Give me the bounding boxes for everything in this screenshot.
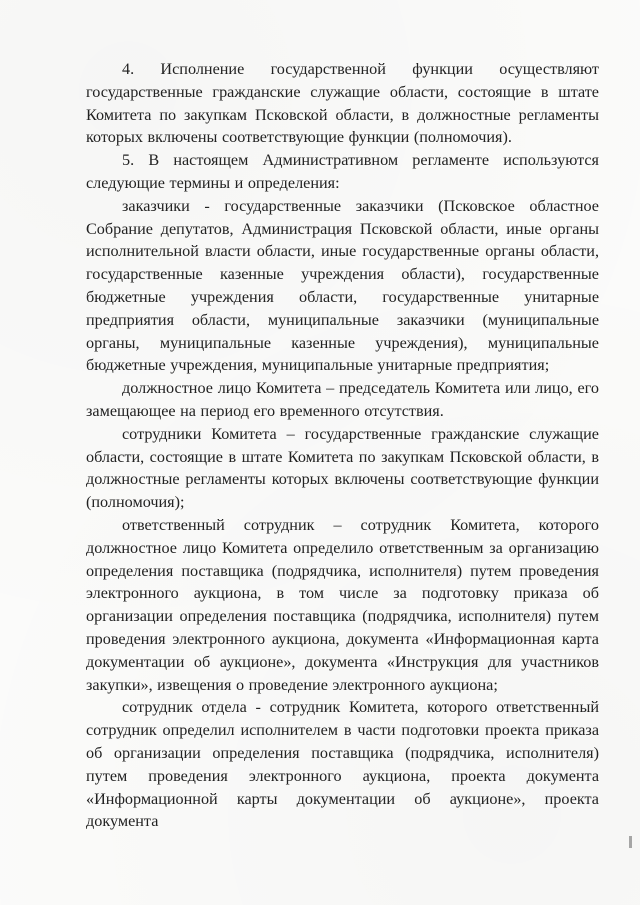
definition-customers: заказчики - государственные заказчики (Псковское областное Собрание депутатов, Администрация Псковской области, иные органы исполнительной власти области, иные государственные органы области, государственные казенные учреждения области), государственные бюджетные учреждения области, государственные унитарные предприятия области, муниципальные заказчики (муниципальные органы, муниципальные казенные учреждения), муниципальные бюджетные учреждения, муниципальные унитарные предприятия; — [86, 196, 599, 375]
definition-official: должностное лицо Комитета – председатель Комитета или лицо, его замещающее на период его временного отсутствия. — [86, 379, 599, 420]
document-body — [86, 58, 599, 833]
paragraph-item-4: 4. Исполнение государственной функции осуществляют государственные гражданские служащие области, состоящие в штате Комитета по закупкам Псковской области, в должностные регламенты которых включены соответствующие функции (полномочия). — [86, 60, 599, 147]
definition-committee-staff: сотрудники Комитета – государственные гражданские служащие области, состоящие в штате Комитета по закупкам Псковской области, в должностные регламенты которых включены соответствующие функции (полномочия); — [86, 424, 599, 512]
scan-edge-mark — [629, 836, 632, 848]
definition-department-employee: сотрудник отдела - сотрудник Комитета, которого ответственный сотрудник определил исполнителем в части подготовки проекта приказа об организации определения поставщика (подрядчика, исполнителя) путем проведения электронного аукциона, проекта документа «Информационной карты документации об аукционе», проекта документа — [86, 698, 599, 831]
definition-responsible-employee: ответственный сотрудник – сотрудник Комитета, которого должностное лицо Комитета определило ответственным за организацию определения поставщика (подрядчика, исполнителя) путем проведения электронного аукциона, в том числе за подготовку приказа об организации определения поставщика (подрядчика, исполнителя) путем проведения электронного аукциона, документа «Информационная карта документации об аукционе», документа «Инструкция для участников закупки», извещения о проведение электронного аукциона; — [86, 515, 599, 694]
paragraph-item-5: 5. В настоящем Административном регламенте используются следующие термины и определения: — [86, 151, 599, 192]
